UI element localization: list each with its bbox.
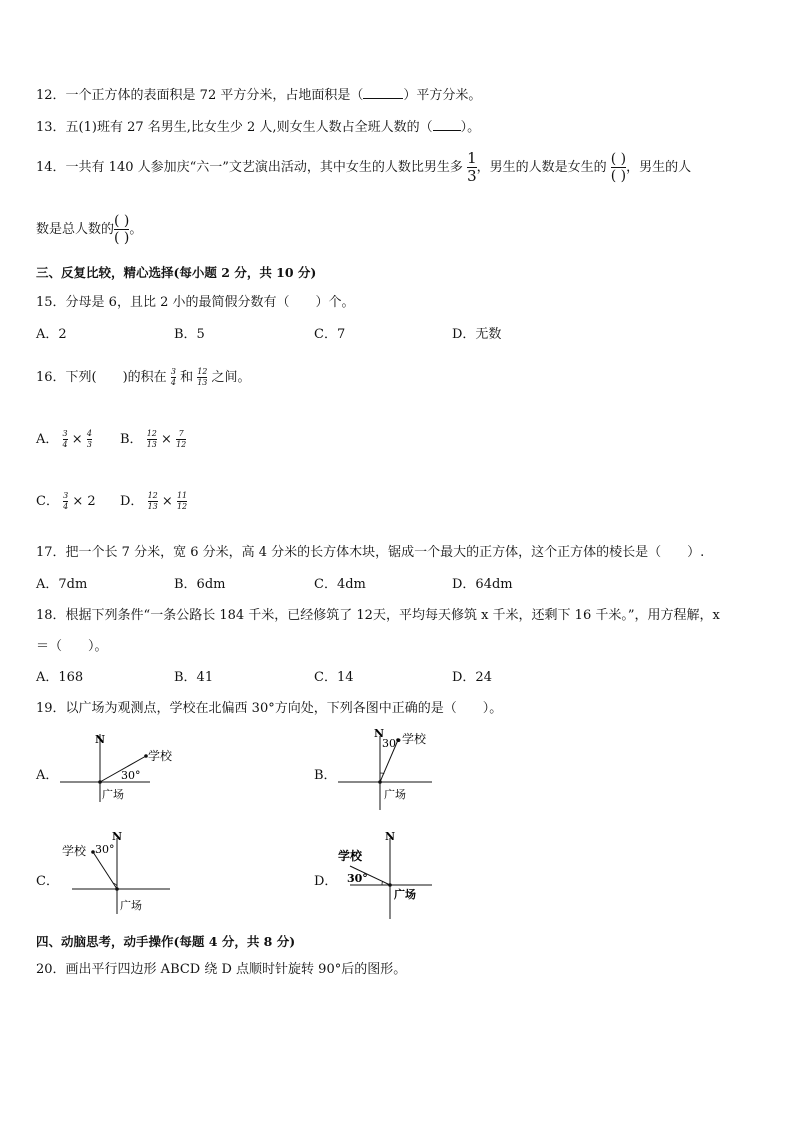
q14-answer-frac-1[interactable]: $\frac{( )}{( )}$ — [610, 151, 627, 184]
q19-a-north: N — [95, 733, 106, 746]
q15-option-b[interactable]: B．5 — [174, 327, 205, 342]
q14-text2: ，男生的人数是女生的 — [476, 160, 607, 175]
q19-option-c-label[interactable]: C． — [36, 874, 59, 889]
q13-blank[interactable] — [433, 130, 461, 131]
q19-figure-d[interactable] — [336, 826, 436, 921]
q15-option-d[interactable]: D．无数 — [452, 327, 502, 342]
q19-c-plaza: 广场 — [120, 899, 142, 912]
q19-b-school: 学校 — [402, 732, 427, 746]
q20-stem: 20．画出平行四边形 ABCD 绕 D 点顺时针旋转 90°后的图形。 — [36, 962, 407, 977]
q14-line2-text: 数是总人数的 — [36, 222, 115, 237]
q16-option-c[interactable]: C． $\frac{3}{4}$ × 2 — [36, 491, 96, 511]
q19-b-north: N — [374, 727, 385, 740]
q17-stem: 17．把一个长 7 分米，宽 6 分米，高 4 分米的长方体木块，锯成一个最大的正方体，这个正方体的棱长是（ ）. — [36, 545, 705, 560]
q14-fraction — [467, 151, 477, 184]
q13-suffix: ）。 — [460, 120, 481, 135]
q12-prefix: 12．一个正方体的表面积是 72 平方分米，占地面积是（ — [36, 88, 364, 103]
q19-d-angle: 30° — [347, 872, 368, 885]
q18-option-c[interactable]: C．14 — [314, 670, 354, 685]
q19-b-angle: 30° — [382, 737, 402, 750]
q19-c-angle: 30° — [95, 843, 115, 856]
q18-option-b[interactable]: B．41 — [174, 670, 214, 685]
section4-heading: 四、动脑思考，动手操作(每题 4 分，共 8 分) — [36, 934, 296, 949]
section3-heading: 三、反复比较，精心选择(每小题 2 分，共 10 分) — [36, 265, 317, 280]
q19-figure-c[interactable] — [60, 826, 175, 916]
q19-figure-a[interactable] — [58, 726, 173, 806]
q19-d-school: 学校 — [338, 849, 363, 863]
q16-option-b[interactable]: B． $\frac{12}{13}$ × $\frac{7}{12}$ — [120, 429, 187, 449]
q15-stem: 15．分母是 6，且比 2 小的最简假分数有（ ）个。 — [36, 295, 355, 310]
q18-line1: 18．根据下列条件“一条公路长 184 千米，已经修筑了 12天，平均每天修筑 x 千米，还剩下 16 千米。”，用方程解，x — [36, 608, 720, 623]
q14-line2: 数是总人数的 $\frac{( )}{( )}$ 。 — [36, 213, 143, 246]
q12-blank[interactable] — [363, 98, 403, 99]
q19-option-b-label[interactable]: B． — [314, 768, 337, 783]
q12 — [36, 84, 481, 103]
q18-line2: ＝（ ）。 — [36, 639, 108, 654]
q16-option-a[interactable]: A． $\frac{3}{4}$ × $\frac{4}{3}$ — [36, 429, 92, 449]
q14-frac-den: 3 — [467, 167, 477, 185]
q15-option-a[interactable]: A．2 — [36, 327, 67, 342]
q16-frac-3-4: $\frac{3}{4}$ — [170, 367, 176, 387]
q15-option-c[interactable]: C．7 — [314, 327, 346, 342]
q12-suffix: ）平方分米。 — [403, 88, 482, 103]
q17-option-a[interactable]: A．7dm — [36, 577, 88, 592]
q16-option-d[interactable]: D． $\frac{12}{13}$ × $\frac{11}{12}$ — [120, 491, 188, 511]
q19-c-school: 学校 — [62, 844, 87, 858]
q19-d-plaza: 广场 — [394, 888, 416, 901]
q16-stem: 16．下列( )的积在 $\frac{3}{4}$ 和 $\frac{12}{13}$ 之间。 — [36, 367, 251, 387]
q14-text3: ，男生的人 — [626, 160, 692, 175]
q19-figure-b[interactable] — [336, 722, 436, 812]
q14-frac-num: 1 — [467, 149, 477, 167]
q19-stem: 19．以广场为观测点，学校在北偏西 30°方向处，下列各图中正确的是（ ）。 — [36, 701, 503, 716]
q13-prefix: 13．五(1)班有 27 名男生,比女生少 2 人,则女生人数占全班人数的（ — [36, 120, 433, 135]
q17-option-b[interactable]: B．6dm — [174, 577, 226, 592]
q19-option-d-label[interactable]: D． — [314, 874, 338, 889]
q19-option-a-label[interactable]: A． — [36, 768, 59, 783]
q13 — [36, 116, 480, 135]
q14-line1 — [36, 146, 691, 190]
q14-text1: 14．一共有 140 人参加庆“六一”文艺演出活动，其中女生的人数比男生多 — [36, 160, 463, 175]
q17-option-c[interactable]: C．4dm — [314, 577, 366, 592]
q18-option-a[interactable]: A．168 — [36, 670, 84, 685]
q18-option-d[interactable]: D．24 — [452, 670, 492, 685]
q19-a-school: 学校 — [148, 749, 173, 763]
q19-b-plaza: 广场 — [384, 788, 406, 801]
q19-c-north: N — [112, 830, 123, 843]
q19-d-north: N — [385, 830, 396, 843]
q19-a-plaza: 广场 — [102, 788, 124, 801]
q14-answer-frac-2[interactable]: $\frac{( )}{( )}$ — [114, 213, 130, 246]
q19-a-angle: 30° — [121, 769, 141, 782]
q17-option-d[interactable]: D．64dm — [452, 577, 513, 592]
q16-frac-12-13: $\frac{12}{13}$ — [197, 367, 208, 387]
